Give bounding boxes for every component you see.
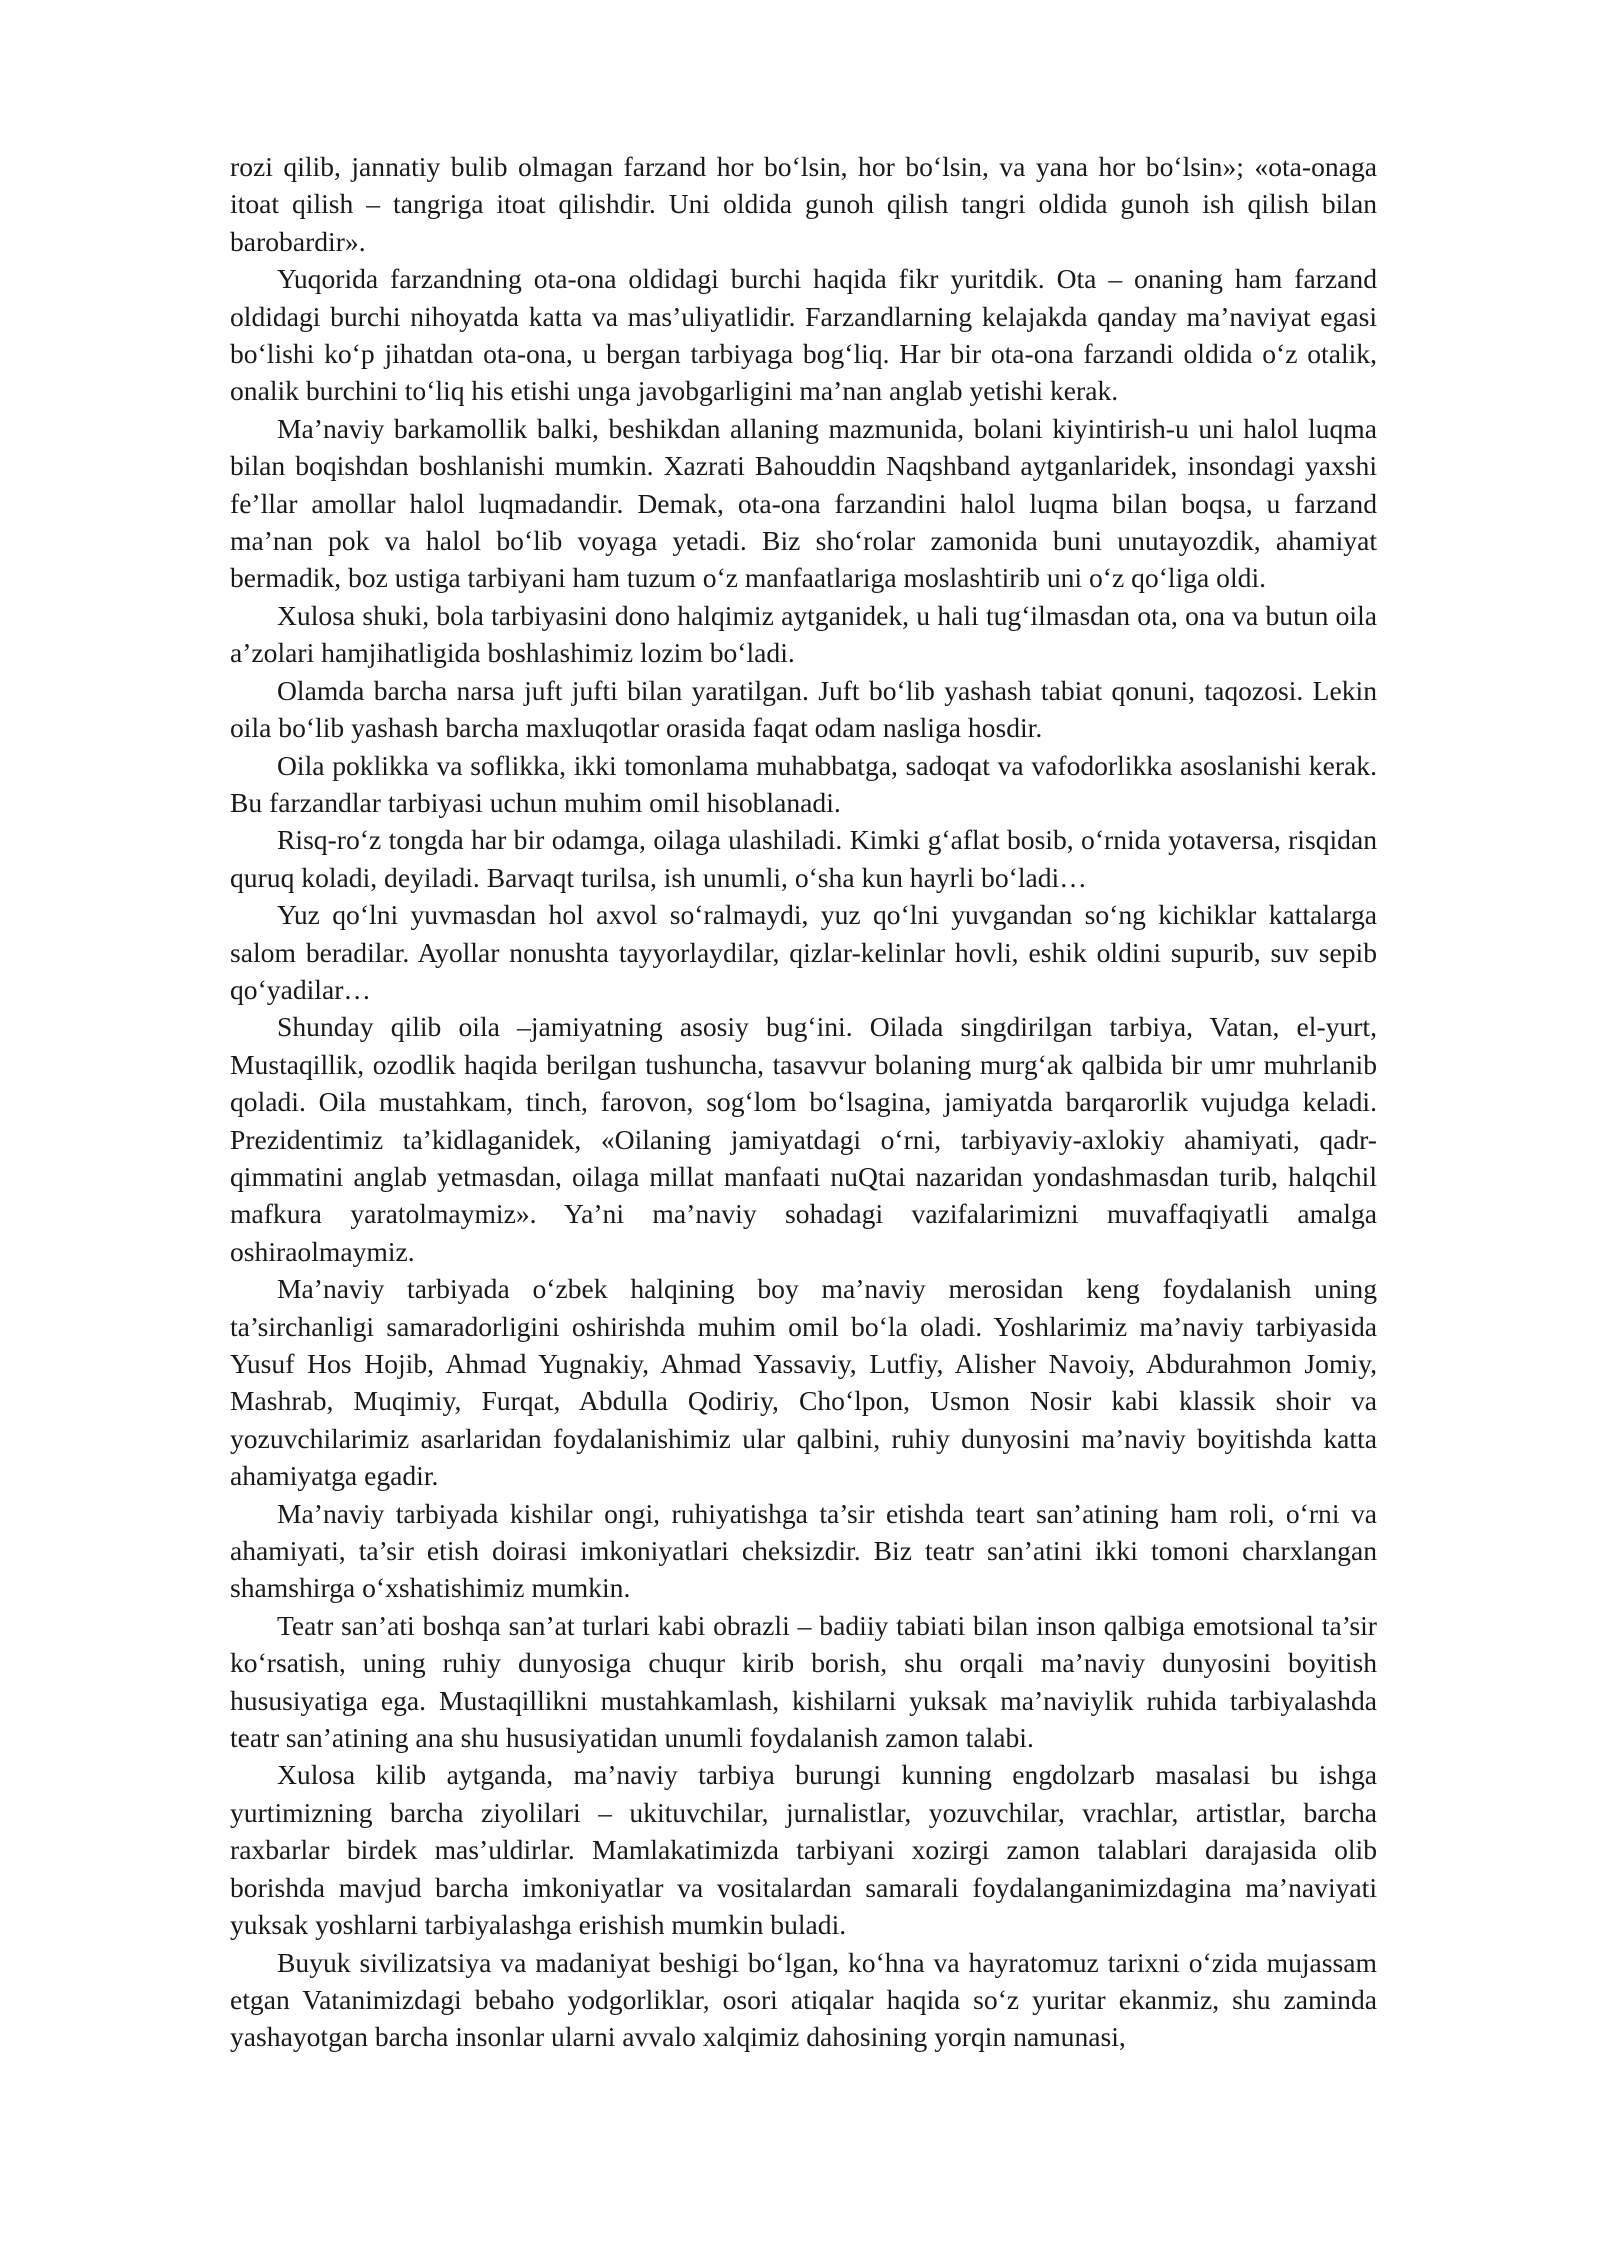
paragraph-11: Ma’naviy tarbiyada kishilar ongi, ruhiyatishga ta’sir etishda teart san’atining ham roli, o‘rni va ahamiyati, ta’sir etish doirasi imkoniyatlari cheksizdir. Biz teatr san’atini ikki tomoni charxlangan shamshirga o‘xshatishimiz mumkin. (230, 1497, 1377, 1604)
paragraph-1: rozi qilib, jannatiy bulib olmagan farzand hor bo‘lsin, hor bo‘lsin, va yana hor bo‘lsin»; «ota-onaga itoat qilish – tangriga itoat qilishdir. Uni oldida gunoh qilish tangri oldida gunoh ish qilish bilan barobardir». (230, 151, 1377, 257)
paragraph-4: Xulosa shuki, bola tarbiyasini dono halqimiz aytganidek, u hali tug‘ilmasdan ota, ona va butun oila a’zolari hamjihatligida boshlashimiz lozim bo‘ladi. (230, 599, 1377, 669)
paragraph-7: Risq-ro‘z tongda har bir odamga, oilaga ulashiladi. Kimki g‘aflat bosib, o‘rnida yotaversa, risqidan quruq koladi, deyiladi. Barvaqt turilsa, ish unumli, o‘sha kun hayrli bo‘ladi… (230, 824, 1377, 893)
paragraph-6: Oila poklikka va soflikka, ikki tomonlama muhabbatga, sadoqat va vafodorlikka asoslanishi kerak. Bu farzandlar tarbiyasi uchun muhim omil hisoblanadi. (230, 749, 1377, 818)
paragraph-2: Yuqorida farzandning ota-ona oldidagi burchi haqida fikr yuritdik. Ota – onaning ham farzand oldidagi burchi nihoyatda katta va mas’uliyatlidir. Farzandlarning kelajakda qanday ma’naviyat egasi bo‘lishi ko‘p jihatdan ota-ona, u bergan tarbiyaga bog‘liq. Har bir ota-ona farzandi oldida o‘z otalik, onalik burchini to‘liq his etishi unga javobgarligini ma’nan anglab yetishi kerak. (230, 263, 1377, 407)
document-page (230, 148, 1377, 2056)
paragraph-12: Teatr san’ati boshqa san’at turlari kabi obrazli – badiiy tabiati bilan inson qalbiga emotsional ta’sir ko‘rsatish, uning ruhiy dunyosiga chuqur kirib borish, shu orqali ma’naviy dunyosini boyitish hususiyatiga ega. Mustaqillikni mustahkamlash, kishilarni yuksak ma’naviylik ruhida tarbiyalashda teatr san’atining ana shu hususiyatidan unumli foydalanish zamon talabi. (230, 1609, 1377, 1754)
paragraph-9: Shunday qilib oila –jamiyatning asosiy bug‘ini. Oilada singdirilgan tarbiya, Vatan, el-yurt, Mustaqillik, ozodlik haqida berilgan tushuncha, tasavvur bolaning murg‘ak qalbida bir umr muhrlanib qoladi. Oila mustahkam, tinch, farovon, sog‘lom bo‘lsagina, jamiyatda barqarorlik vujudga keladi. Prezidentimiz ta’kidlaganidek, «Oilaning jamiyatdagi o‘rni, tarbiyaviy-axlokiy ahamiyati, qadr-qimmatini anglab yetmasdan, oilaga millat manfaati nuQtai nazaridan yondashmasdan turib, halqchil mafkura yaratolmaymiz». Ya’ni ma’naviy sohadagi vazifalarimizni muvaffaqiyatli amalga oshiraolmaymiz. (230, 1011, 1377, 1267)
paragraph-5: Olamda barcha narsa juft jufti bilan yaratilgan. Juft bo‘lib yashash tabiat qonuni, taqozosi. Lekin oila bo‘lib yashash barcha maxluqotlar orasida faqat odam nasliga hosdir. (230, 674, 1377, 744)
paragraph-13: Xulosa kilib aytganda, ma’naviy tarbiya burungi kunning engdolzarb masalasi bu ishga yurtimizning barcha ziyolilari – ukituvchilar, jurnalistlar, yozuvchilar, vrachlar, artistlar, barcha raxbarlar birdek mas’uldirlar. Mamlakatimizda tarbiyani xozirgi zamon talablari darajasida olib borishda mavjud barcha imkoniyatlar va vositalardan samarali foydalanganimizdagina ma’naviyati yuksak yoshlarni tarbiyalashga erishish mumkin buladi. (230, 1759, 1377, 1941)
paragraph-8: Yuz qo‘lni yuvmasdan hol axvol so‘ralmaydi, yuz qo‘lni yuvgandan so‘ng kichiklar kattalarga salom beradilar. Ayollar nonushta tayyorlaydilar, qizlar-kelinlar hovli, eshik oldini supurib, suv sepib qo‘yadilar… (230, 899, 1377, 1005)
paragraph-10: Ma’naviy tarbiyada o‘zbek halqining boy ma’naviy merosidan keng foydalanish uning ta’sirchanligi samaradorligini oshirishda muhim omil bo‘la oladi. Yoshlarimiz ma’naviy tarbiyasida Yusuf Hos Hojib, Ahmad Yugnakiy, Ahmad Yassaviy, Lutfiy, Alisher Navoiy, Abdurahmon Jomiy, Mashrab, Muqimiy, Furqat, Abdulla Qodiriy, Cho‘lpon, Usmon Nosir kabi klassik shoir va yozuvchilarimiz asarlaridan foydalanishimiz ular qalbini, ruhiy dunyosini ma’naviy boyitishda katta ahamiyatga egadir. (230, 1273, 1377, 1492)
paragraph-14: Buyuk sivilizatsiya va madaniyat beshigi bo‘lgan, ko‘hna va hayratomuz tarixni o‘zida mujassam etgan Vatanimizdagi bebaho yodgorliklar, osori atiqalar haqida so‘z yuritar ekanmiz, shu zaminda yashayotgan barcha insonlar ularni avvalo xalqimiz dahosining yorqin namunasi, (230, 1946, 1377, 2053)
paragraph-3: Ma’naviy barkamollik balki, beshikdan allaning mazmunida, bolani kiyintirish-u uni halol luqma bilan boqishdan boshlanishi mumkin. Xazrati Bahouddin Naqshband aytganlaridek, insondagi yaxshi fe’llar amollar halol luqmadandir. Demak, ota-ona farzandini halol luqma bilan boqsa, u farzand ma’nan pok va halol bo‘lib voyaga yetadi. Biz sho‘rolar zamonida buni unutayozdik, ahamiyat bermadik, boz ustiga tarbiyani ham tuzum o‘z manfaatlariga moslashtirib uni o‘z qo‘liga oldi. (230, 412, 1377, 594)
